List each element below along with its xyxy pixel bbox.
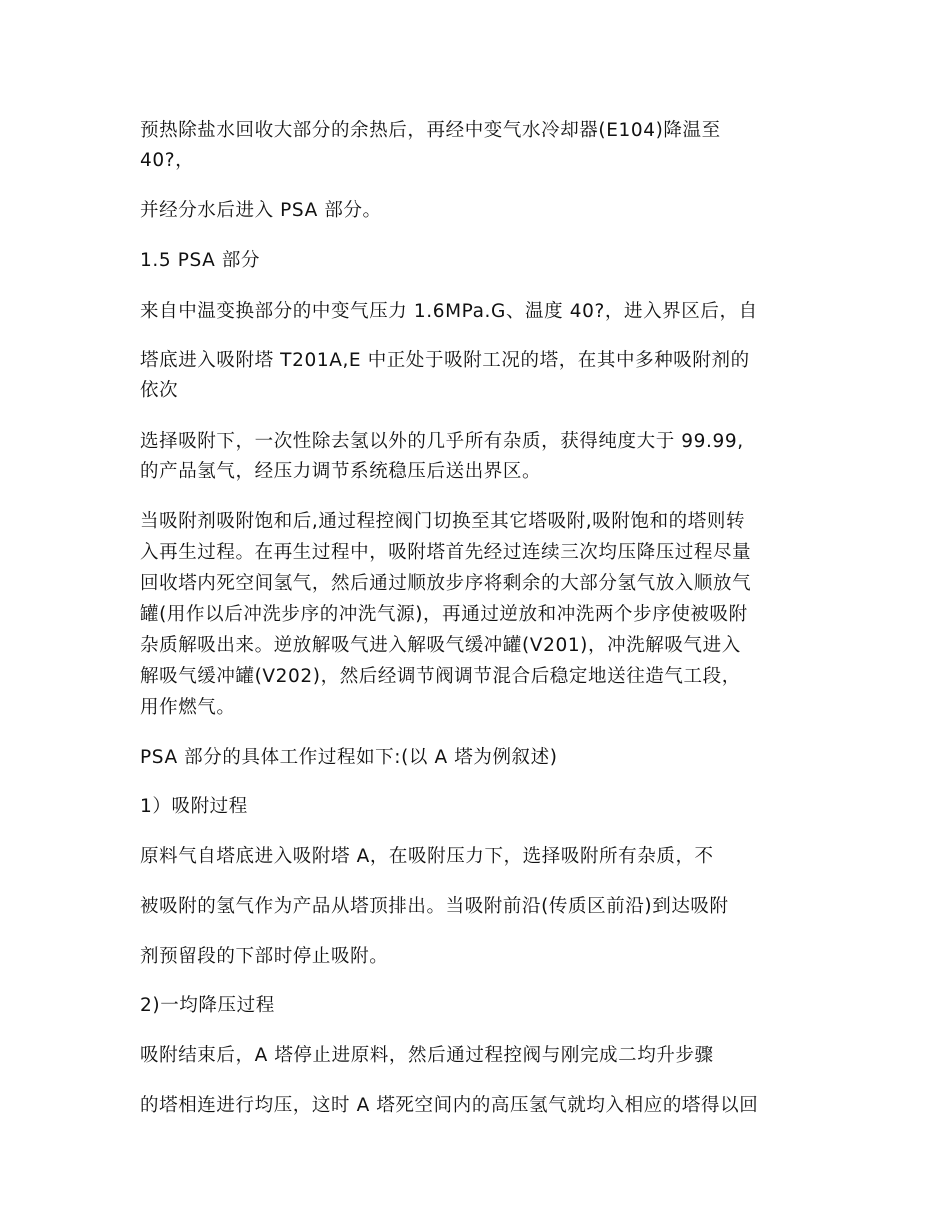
text-line: 被吸附的氢气作为产品从塔顶排出。当吸附前沿(传质区前沿)到达吸附 — [140, 896, 729, 917]
text-line: 入再生过程。在再生过程中，吸附塔首先经过连续三次均压降压过程尽量 — [140, 542, 752, 563]
text-line: 吸附结束后，A 塔停止进原料，然后通过程控阀与刚完成二均升步骤 — [140, 1045, 714, 1066]
text-line: 并经分水后进入 PSA 部分。 — [140, 200, 382, 221]
section-heading: 1.5 PSA 部分 — [140, 250, 261, 271]
text-line: 塔底进入吸附塔 T201A,E 中正处于吸附工况的塔，在其中多种吸附剂的 — [140, 350, 750, 371]
text-line: 罐(用作以后冲洗步序的冲洗气源)，再通过逆放和冲洗两个步序使被吸附 — [140, 604, 748, 625]
text-line: 选择吸附下，一次性除去氢以外的几乎所有杂质，获得纯度大于 99.99, — [140, 431, 744, 452]
text-line: 当吸附剂吸附饱和后,通过程控阀门切换至其它塔吸附,吸附饱和的塔则转 — [140, 511, 746, 532]
text-line: 40?， — [140, 150, 195, 171]
text-line: 预热除盐水回收大部分的余热后，再经中变气水冷却器(E104)降温至 — [140, 120, 721, 141]
text-line: 原料气自塔底进入吸附塔 A，在吸附压力下，选择吸附所有杂质，不 — [140, 846, 714, 867]
text-line: 回收塔内死空间氢气，然后通过顺放步序将剩余的大部分氢气放入顺放气 — [140, 573, 752, 594]
text-line: 解吸气缓冲罐(V202)，然后经调节阀调节混合后稳定地送往造气工段， — [140, 666, 741, 687]
section-heading: 2)一均降压过程 — [140, 995, 275, 1016]
text-line: 剂预留段的下部时停止吸附。 — [140, 946, 389, 967]
text-line: 的产品氢气，经压力调节系统稳压后送出界区。 — [140, 461, 542, 482]
text-line: 的塔相连进行均压，这时 A 塔死空间内的高压氢气就均入相应的塔得以回 — [140, 1095, 759, 1116]
text-line: 杂质解吸出来。逆放解吸气进入解吸气缓冲罐(V201)，冲洗解吸气进入 — [140, 635, 741, 656]
section-heading: 1）吸附过程 — [140, 796, 248, 817]
text-line: 用作燃气。 — [140, 697, 236, 718]
text-line: 依次 — [140, 380, 179, 401]
text-line: PSA 部分的具体工作过程如下:(以 A 塔为例叙述) — [140, 747, 558, 768]
text-line: 来自中温变换部分的中变气压力 1.6MPa.G、温度 40?，进入界区后，自 — [140, 301, 758, 322]
